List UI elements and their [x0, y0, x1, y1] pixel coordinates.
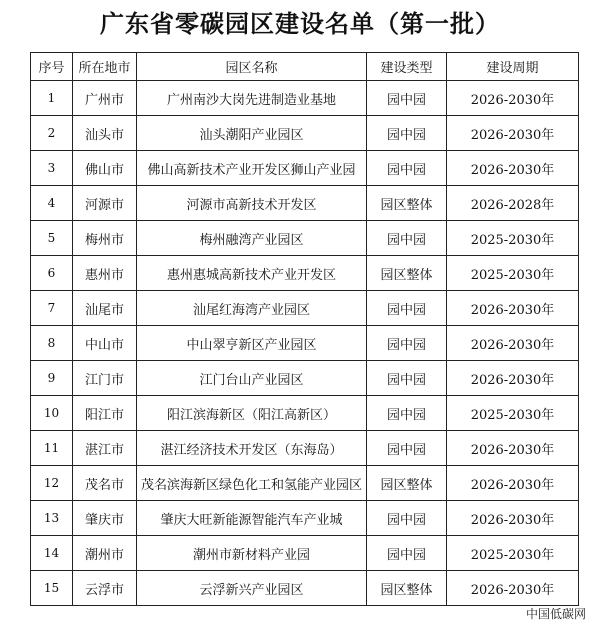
cell-build-type: 园中园: [367, 151, 447, 186]
cell-park-name: 肇庆大旺新能源智能汽车产业城: [137, 501, 367, 536]
table-header-row: [31, 53, 579, 81]
table-row: [31, 291, 579, 326]
cell-build-period: 2025-2030年: [447, 396, 579, 431]
cell-index: 8: [31, 326, 73, 361]
cell-park-name: 广州南沙大岗先进制造业基地: [137, 81, 367, 116]
cell-city: 佛山市: [73, 151, 137, 186]
cell-park-name: 阳江滨海新区（阳江高新区）: [137, 396, 367, 431]
cell-park-name: 梅州融湾产业园区: [137, 221, 367, 256]
cell-city: 茂名市: [73, 466, 137, 501]
cell-index: 10: [31, 396, 73, 431]
cell-park-name: 云浮新兴产业园区: [137, 571, 367, 606]
cell-build-period: 2025-2030年: [447, 536, 579, 571]
cell-park-name: 汕头潮阳产业园区: [137, 116, 367, 151]
cell-index: 1: [31, 81, 73, 116]
cell-index: 2: [31, 116, 73, 151]
table-row: [31, 151, 579, 186]
cell-build-type: 园中园: [367, 536, 447, 571]
cell-index: 4: [31, 186, 73, 221]
cell-build-period: 2026-2030年: [447, 361, 579, 396]
table-row: [31, 256, 579, 291]
cell-park-name: 湛江经济技术开发区（东海岛）: [137, 431, 367, 466]
cell-build-period: 2025-2030年: [447, 221, 579, 256]
table-row: [31, 326, 579, 361]
cell-city: 潮州市: [73, 536, 137, 571]
cell-park-name: 茂名滨海新区绿色化工和氢能产业园区: [137, 466, 367, 501]
header-index: 序号: [31, 53, 73, 81]
cell-park-name: 佛山高新技术产业开发区狮山产业园: [137, 151, 367, 186]
cell-index: 5: [31, 221, 73, 256]
cell-city: 汕头市: [73, 116, 137, 151]
cell-build-type: 园中园: [367, 221, 447, 256]
header-city: 所在地市: [73, 53, 137, 81]
cell-build-type: 园区整体: [367, 256, 447, 291]
cell-park-name: 汕尾红海湾产业园区: [137, 291, 367, 326]
cell-index: 6: [31, 256, 73, 291]
cell-city: 江门市: [73, 361, 137, 396]
cell-build-type: 园中园: [367, 116, 447, 151]
cell-city: 河源市: [73, 186, 137, 221]
table-row: [31, 221, 579, 256]
cell-city: 梅州市: [73, 221, 137, 256]
cell-build-type: 园中园: [367, 291, 447, 326]
table-row: [31, 536, 579, 571]
cell-city: 云浮市: [73, 571, 137, 606]
cell-city: 湛江市: [73, 431, 137, 466]
cell-build-type: 园中园: [367, 326, 447, 361]
table-row: [31, 431, 579, 466]
cell-city: 汕尾市: [73, 291, 137, 326]
cell-build-type: 园区整体: [367, 571, 447, 606]
page-title: 广东省零碳园区建设名单（第一批）: [100, 10, 500, 38]
cell-build-period: 2026-2030年: [447, 151, 579, 186]
header-build-type: 建设类型: [367, 53, 447, 81]
cell-build-period: 2026-2030年: [447, 501, 579, 536]
park-list-table: [30, 52, 579, 606]
cell-build-type: 园中园: [367, 81, 447, 116]
cell-build-period: 2026-2030年: [447, 116, 579, 151]
cell-index: 3: [31, 151, 73, 186]
cell-park-name: 中山翠亨新区产业园区: [137, 326, 367, 361]
cell-build-type: 园区整体: [367, 186, 447, 221]
table-row: [31, 116, 579, 151]
cell-build-period: 2025-2030年: [447, 256, 579, 291]
cell-build-period: 2026-2030年: [447, 466, 579, 501]
cell-city: 肇庆市: [73, 501, 137, 536]
cell-city: 广州市: [73, 81, 137, 116]
table-row: [31, 501, 579, 536]
cell-index: 7: [31, 291, 73, 326]
cell-build-period: 2026-2028年: [447, 186, 579, 221]
cell-build-type: 园中园: [367, 396, 447, 431]
cell-build-period: 2026-2030年: [447, 431, 579, 466]
table-row: [31, 396, 579, 431]
cell-index: 15: [31, 571, 73, 606]
cell-build-type: 园中园: [367, 361, 447, 396]
cell-city: 阳江市: [73, 396, 137, 431]
table-row: [31, 466, 579, 501]
cell-park-name: 江门台山产业园区: [137, 361, 367, 396]
cell-build-period: 2026-2030年: [447, 571, 579, 606]
table-body: [31, 81, 579, 606]
cell-index: 9: [31, 361, 73, 396]
cell-park-name: 惠州惠城高新技术产业开发区: [137, 256, 367, 291]
table-row: [31, 186, 579, 221]
cell-park-name: 河源市高新技术开发区: [137, 186, 367, 221]
table-row: [31, 81, 579, 116]
site-watermark: 中国低碳网: [525, 607, 586, 621]
cell-build-type: 园中园: [367, 431, 447, 466]
cell-index: 11: [31, 431, 73, 466]
cell-index: 14: [31, 536, 73, 571]
cell-build-period: 2026-2030年: [447, 326, 579, 361]
header-build-period: 建设周期: [447, 53, 579, 81]
cell-build-period: 2026-2030年: [447, 291, 579, 326]
cell-build-period: 2026-2030年: [447, 81, 579, 116]
cell-city: 惠州市: [73, 256, 137, 291]
table-row: [31, 571, 579, 606]
cell-build-type: 园区整体: [367, 466, 447, 501]
header-park-name: 园区名称: [137, 53, 367, 81]
cell-index: 13: [31, 501, 73, 536]
cell-city: 中山市: [73, 326, 137, 361]
cell-park-name: 潮州市新材料产业园: [137, 536, 367, 571]
cell-build-type: 园中园: [367, 501, 447, 536]
table-row: [31, 361, 579, 396]
cell-index: 12: [31, 466, 73, 501]
